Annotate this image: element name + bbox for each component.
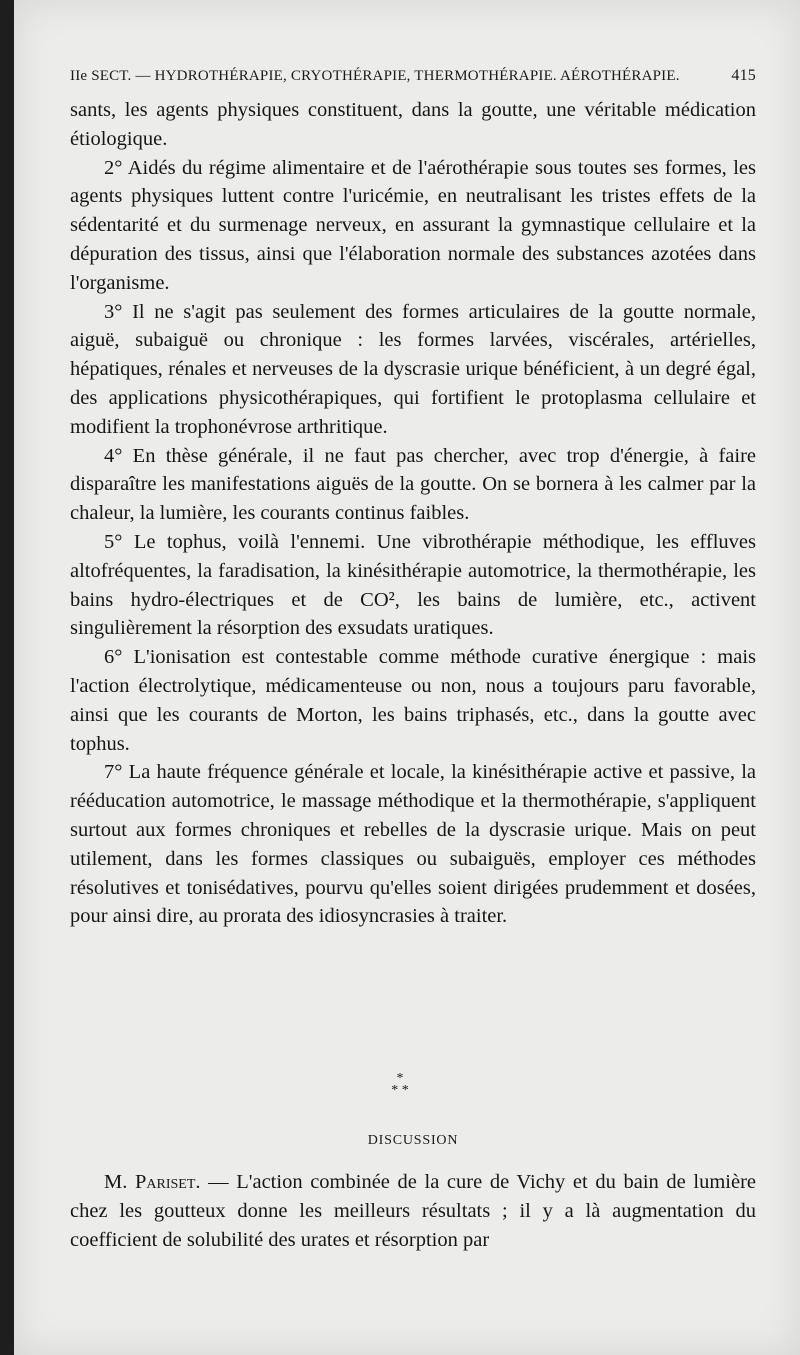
paragraph-6: 6° L'ionisation est contestable comme méthode curative énergique : mais l'action électrolytique, médicamenteuse ou non, nous a toujours paru favorable, ainsi que les courants de Morton, les bains triphasés, etc., dans la goutte avec tophus. xyxy=(70,646,756,755)
speaker-name: M. Pariset. xyxy=(104,1171,201,1193)
main-text xyxy=(70,96,756,931)
discussion-paragraph xyxy=(70,1168,756,1254)
discussion-text xyxy=(70,1168,756,1254)
paragraph-continuation: sants, les agents physiques constituent, dans la goutte, une véritable médication étiologique. xyxy=(70,99,756,150)
discussion-heading: DISCUSSION xyxy=(367,1133,459,1148)
running-title: IIe SECT. — HYDROTHÉRAPIE, CRYOTHÉRAPIE, THERMOTHÉRAPIE. AÉROTHÉRAPIE. xyxy=(70,68,680,84)
paragraph-7: 7° La haute fréquence générale et locale, la kinésithérapie active et passive, la rééducation automotrice, le massage méthodique et la thermothérapie, s'appliquent surtout aux formes chroniques et rebelles de la dyscrasie urique. Mais on peut utilement, dans les formes classiques ou subaiguës, employer ces méthodes résolutives et tonisédatives, pourvu qu'elles soient dirigées prudemment et dosées, pour ainsi dire, au prorata des idiosyncrasies à traiter. xyxy=(70,761,756,928)
discussion-body: — L'action combinée de la cure de Vichy et du bain de lumière chez les goutteux donne les meilleurs résultats ; il y a là augmentation du coefficient de solubilité des urates et résorption par xyxy=(70,1171,756,1251)
paragraph-3: 3° Il ne s'agit pas seulement des formes articulaires de la goutte normale, aiguë, subaiguë ou chronique : les formes larvées, viscérales, artérielles, hépatiques, rénales et nerveuses de la dyscrasie urique bénéficient, à un degré égal, des applications physicothérapiques, qui fortifient le protoplasma cellulaire et modifient la trophonévrose arthritique. xyxy=(70,300,756,438)
scan-edge xyxy=(0,0,14,1355)
asterism-divider xyxy=(0,1073,800,1097)
paragraph-4: 4° En thèse générale, il ne faut pas chercher, avec trop d'énergie, à faire disparaître les manifestations aiguës de la goutte. On se bornera à les calmer par la chaleur, la lumière, les courants continus faibles. xyxy=(70,444,756,525)
asterism-bottom: * * xyxy=(391,1083,409,1098)
running-header xyxy=(70,67,756,85)
asterism-top: * xyxy=(396,1071,404,1086)
paragraph-5: 5° Le tophus, voilà l'ennemi. Une vibrothérapie méthodique, les effluves altofréquentes, la faradisation, la kinésithérapie automotrice, la thermothérapie, les bains hydro-électriques et de CO², les bains de lumière, etc., activent singulièrement la résorption des exsudats uratiques. xyxy=(70,530,756,640)
page-number: 415 xyxy=(731,67,756,84)
paragraph-2: 2° Aidés du régime alimentaire et de l'aérothérapie sous toutes ses formes, les agents physiques luttent contre l'uricémie, en neutralisant les tristes effets de la sédentarité et du surmenage nerveux, en assurant la gymnastique cellulaire et la dépuration des tissus, ainsi que l'élaboration normale des substances azotées dans l'organisme. xyxy=(70,156,756,294)
